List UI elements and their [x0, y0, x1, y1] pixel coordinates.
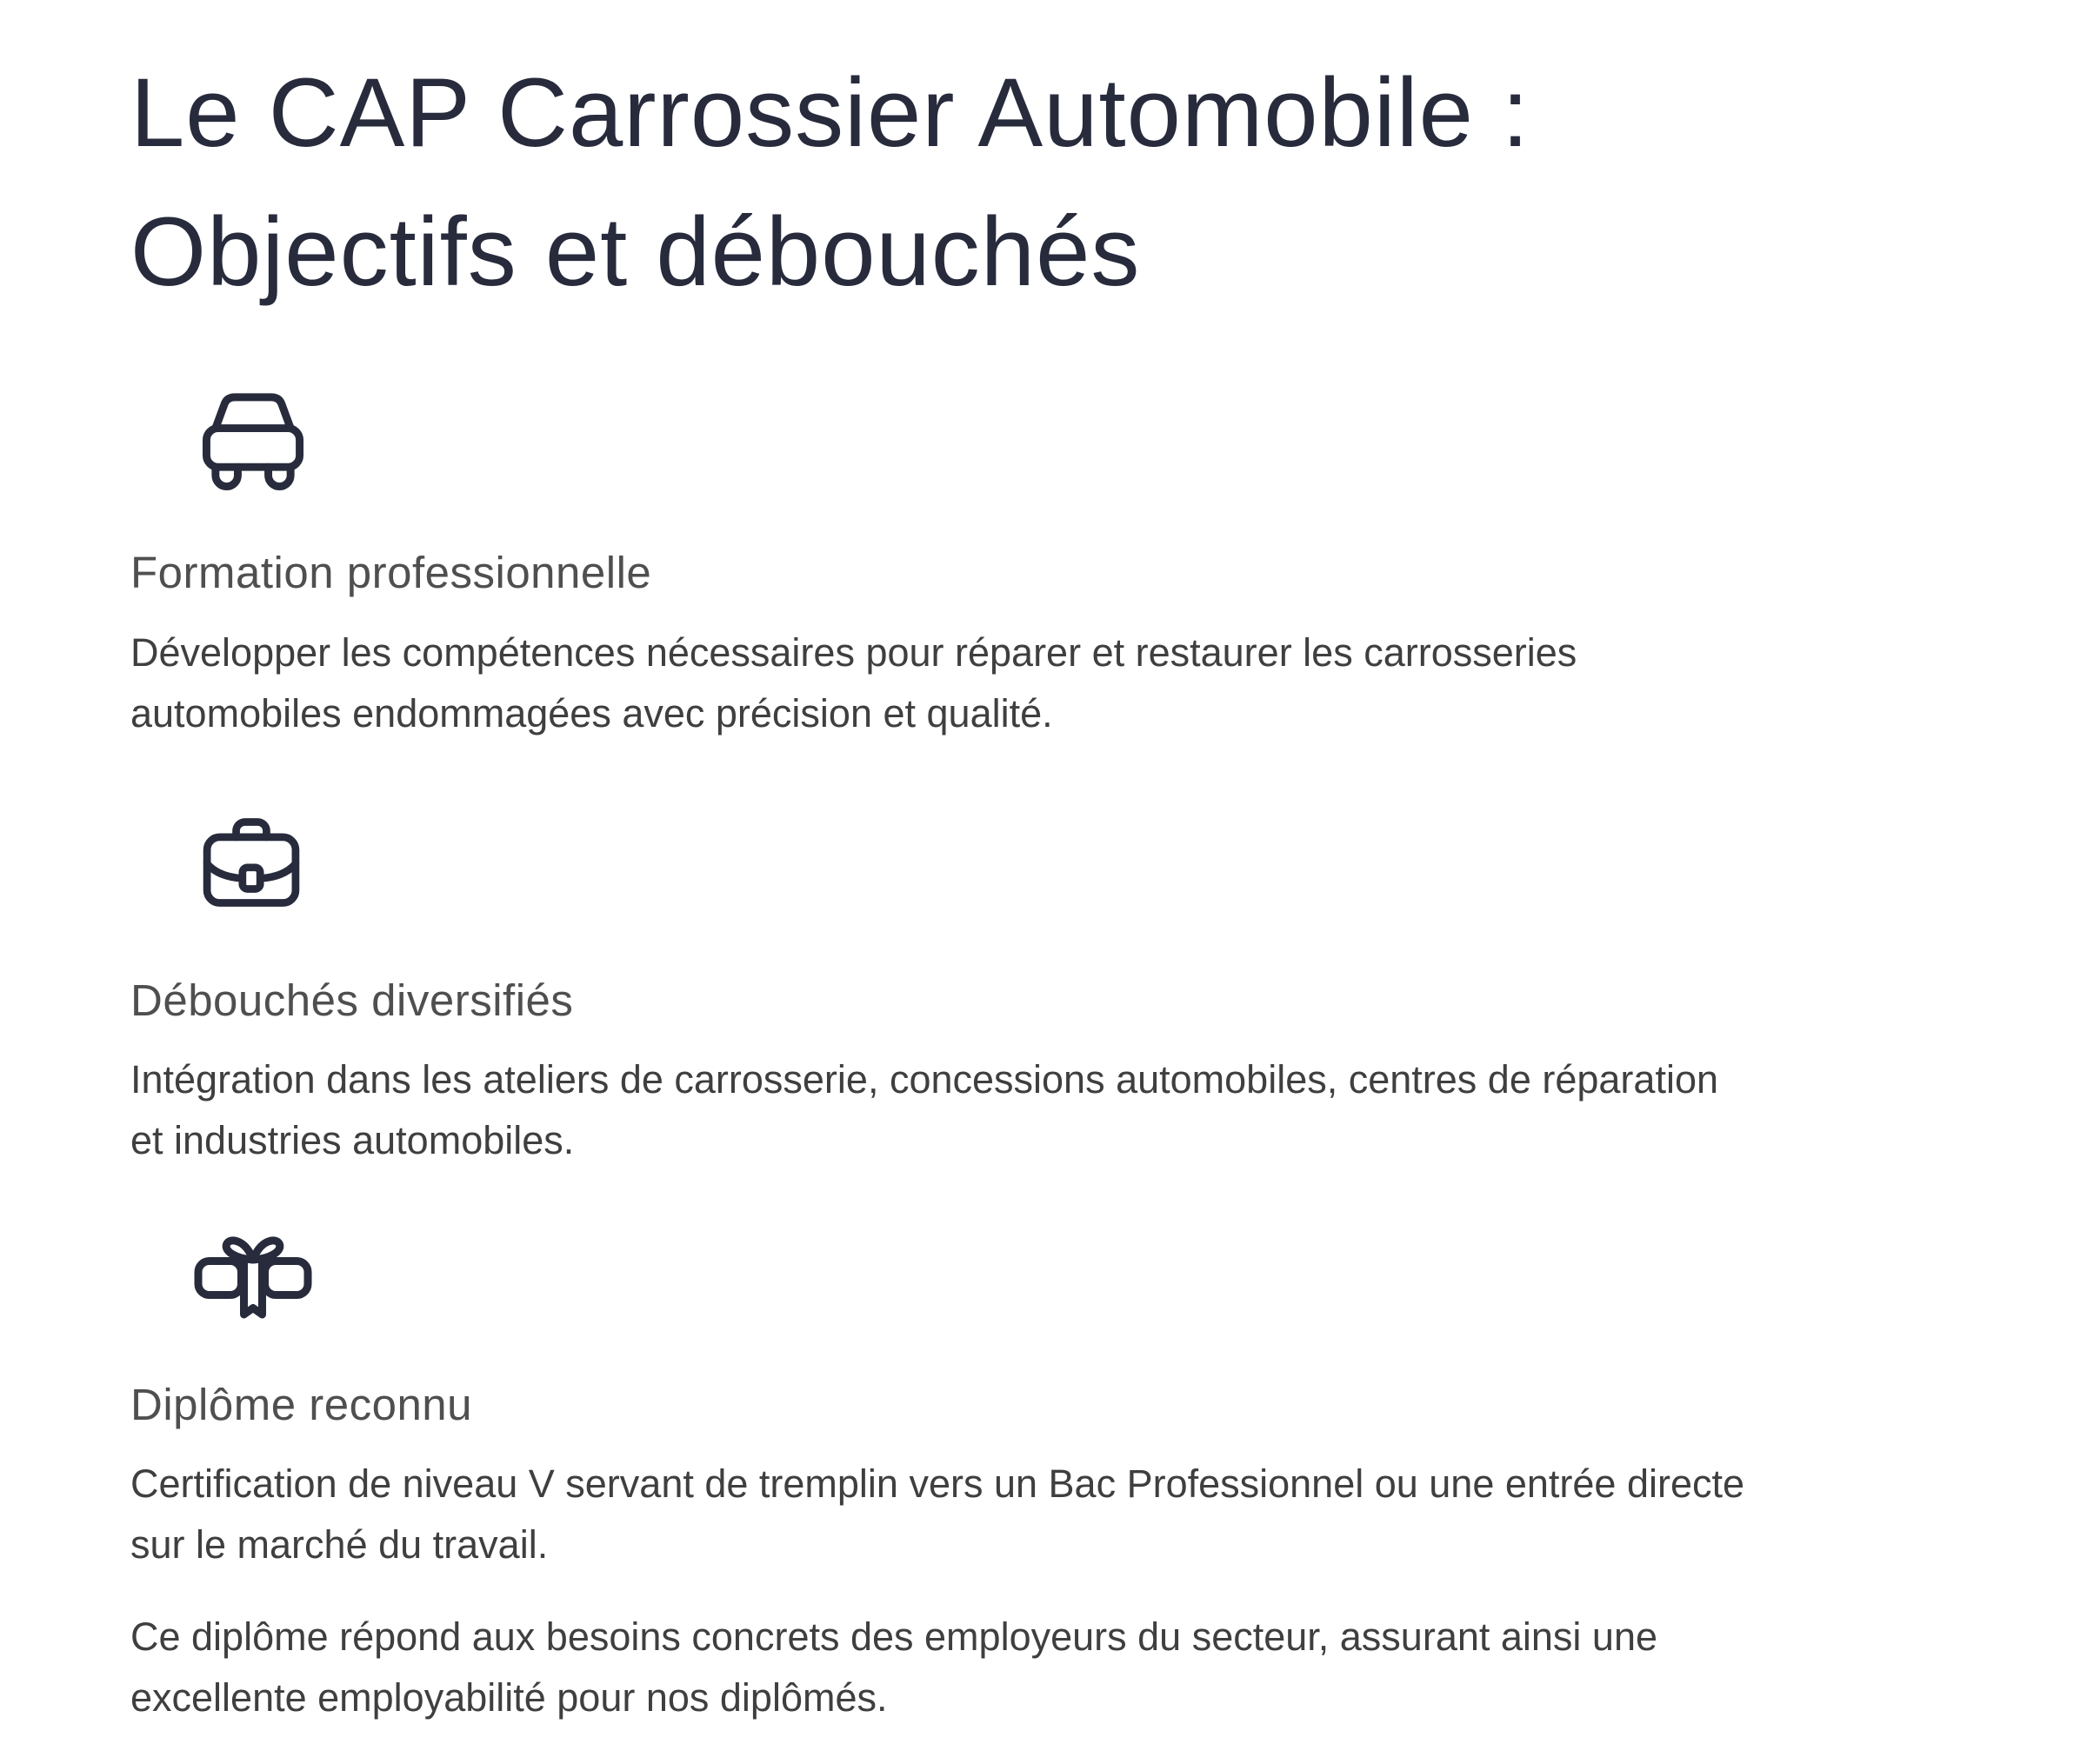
section-diplome-reconnu [130, 1234, 1826, 1728]
page-title-line-2: Objectifs et débouchés [130, 197, 1141, 307]
page-title [130, 43, 1826, 322]
section-heading: Diplôme reconnu [130, 1379, 473, 1429]
section-paragraph: Intégration dans les ateliers de carrosserie, concessions automobiles, centres de réparation et industries automobiles. [130, 1056, 1718, 1162]
section-debouches-diversifies [130, 807, 1826, 1171]
section-paragraph: Ce diplôme répond aux besoins concrets des employeurs du secteur, assurant ainsi une excellente employabilité pour nos diplômés. [130, 1614, 1658, 1720]
section-heading: Débouchés diversifiés [130, 975, 574, 1025]
car-icon [193, 384, 1826, 490]
section-paragraph: Développer les compétences nécessaires pour réparer et restaurer les carrosseries automobiles endommagées avec précision et qualité. [130, 629, 1577, 736]
ribbon-icon [193, 1234, 1826, 1322]
briefcase-icon [193, 807, 1826, 918]
page-title-line-1: Le CAP Carrossier Automobile : [130, 58, 1530, 167]
section-heading: Formation professionnelle [130, 548, 652, 598]
section-formation-professionnelle [130, 384, 1826, 743]
section-paragraph: Certification de niveau V servant de tremplin vers un Bac Professionnel ou une entrée directe sur le marché du travail. [130, 1461, 1745, 1567]
